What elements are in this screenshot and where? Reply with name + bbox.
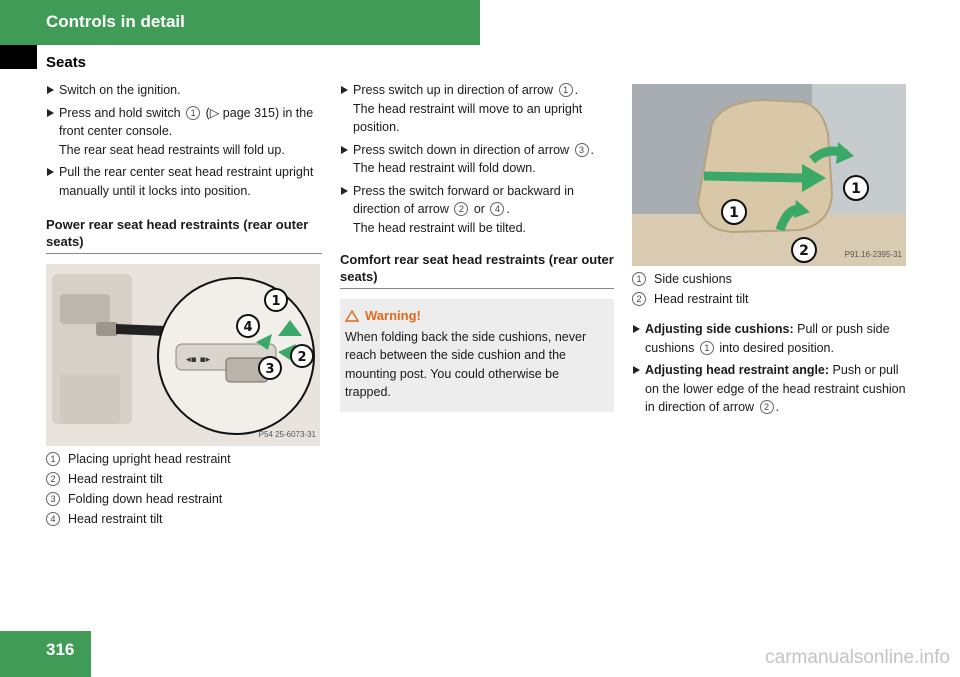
column-2 xyxy=(340,81,614,412)
figure-callout: 2 xyxy=(799,243,809,259)
warning-triangle-icon xyxy=(345,310,359,322)
legend-item: 2 Head restraint tilt xyxy=(632,292,908,306)
instruction-step: Press switch down in direction of arrow 3 . The head restraint will fold down. xyxy=(340,141,614,178)
legend-item: 4 Head restraint tilt xyxy=(46,512,322,526)
callout-number: 1 xyxy=(559,83,573,97)
page-number-box xyxy=(0,631,91,677)
figure-legend xyxy=(632,272,908,306)
figure-code: P54 25-6073-31 xyxy=(258,429,316,439)
section-title: Seats xyxy=(46,54,87,71)
subheading: Comfort rear seat head restraints (rear outer seats) xyxy=(340,251,614,289)
legend-item: 1 Placing upright head restraint xyxy=(46,452,322,466)
figure-code: P91.16-2395-31 xyxy=(844,249,902,259)
column-3 xyxy=(632,84,908,421)
head-restraint-illustration xyxy=(632,84,906,266)
figure-callout: 3 xyxy=(265,362,275,377)
instruction-step: Switch on the ignition. xyxy=(46,81,322,100)
callout-number: 1 xyxy=(700,341,714,355)
callout-number: 2 xyxy=(454,202,468,216)
column-1 xyxy=(46,81,322,526)
legend-item: 3 Folding down head restraint xyxy=(46,492,322,506)
callout-number: 1 xyxy=(186,106,200,120)
legend-item: 1 Side cushions xyxy=(632,272,908,286)
section-tab-marker xyxy=(0,45,37,69)
callout-number: 2 xyxy=(760,400,774,414)
figure-head-restraint xyxy=(632,84,906,266)
instruction-step: Press switch up in direction of arrow 1 . The head restraint will move to an upright position. xyxy=(340,81,614,137)
figure-callout: 1 xyxy=(729,205,739,221)
svg-text:◂▪ ▪▸: ◂▪ ▪▸ xyxy=(186,355,211,365)
warning-text: When folding back the side cushions, never reach between the side cushion and the mounting post. You could otherwise be trapped. xyxy=(345,329,587,399)
door-panel-illustration xyxy=(46,264,320,446)
callout-number: 3 xyxy=(575,143,589,157)
callout-number: 4 xyxy=(490,202,504,216)
page-number: 316 xyxy=(46,640,75,659)
instruction-step: Adjusting head restraint angle: Push or pull on the lower edge of the head restraint cushion in direction of arrow 2 . xyxy=(632,361,908,417)
figure-rear-seat-switch xyxy=(46,264,320,446)
warning-box xyxy=(340,299,614,412)
instruction-step: Press and hold switch 1 (▷ page 315) in the front center console. The rear seat head restraints will fold up. xyxy=(46,104,322,160)
instruction-step: Pull the rear center seat head restraint upright manually until it locks into position. xyxy=(46,163,322,200)
figure-callout: 4 xyxy=(243,320,253,335)
figure-callout: 1 xyxy=(851,181,861,197)
chapter-title: Controls in detail xyxy=(46,12,185,31)
instruction-step: Adjusting side cushions: Pull or push side cushions 1 into desired position. xyxy=(632,320,908,357)
figure-callout: 2 xyxy=(297,350,307,365)
watermark: carmanualsonline.info xyxy=(765,647,950,668)
subheading: Power rear seat head restraints (rear outer seats) xyxy=(46,216,322,254)
warning-title: Warning! xyxy=(345,307,608,326)
instruction-step: Press the switch forward or backward in direction of arrow 2 or 4 . The head restraint will be tilted. xyxy=(340,182,614,238)
chapter-header xyxy=(0,0,480,45)
legend-item: 2 Head restraint tilt xyxy=(46,472,322,486)
figure-legend xyxy=(46,452,322,526)
figure-callout: 1 xyxy=(271,294,281,309)
